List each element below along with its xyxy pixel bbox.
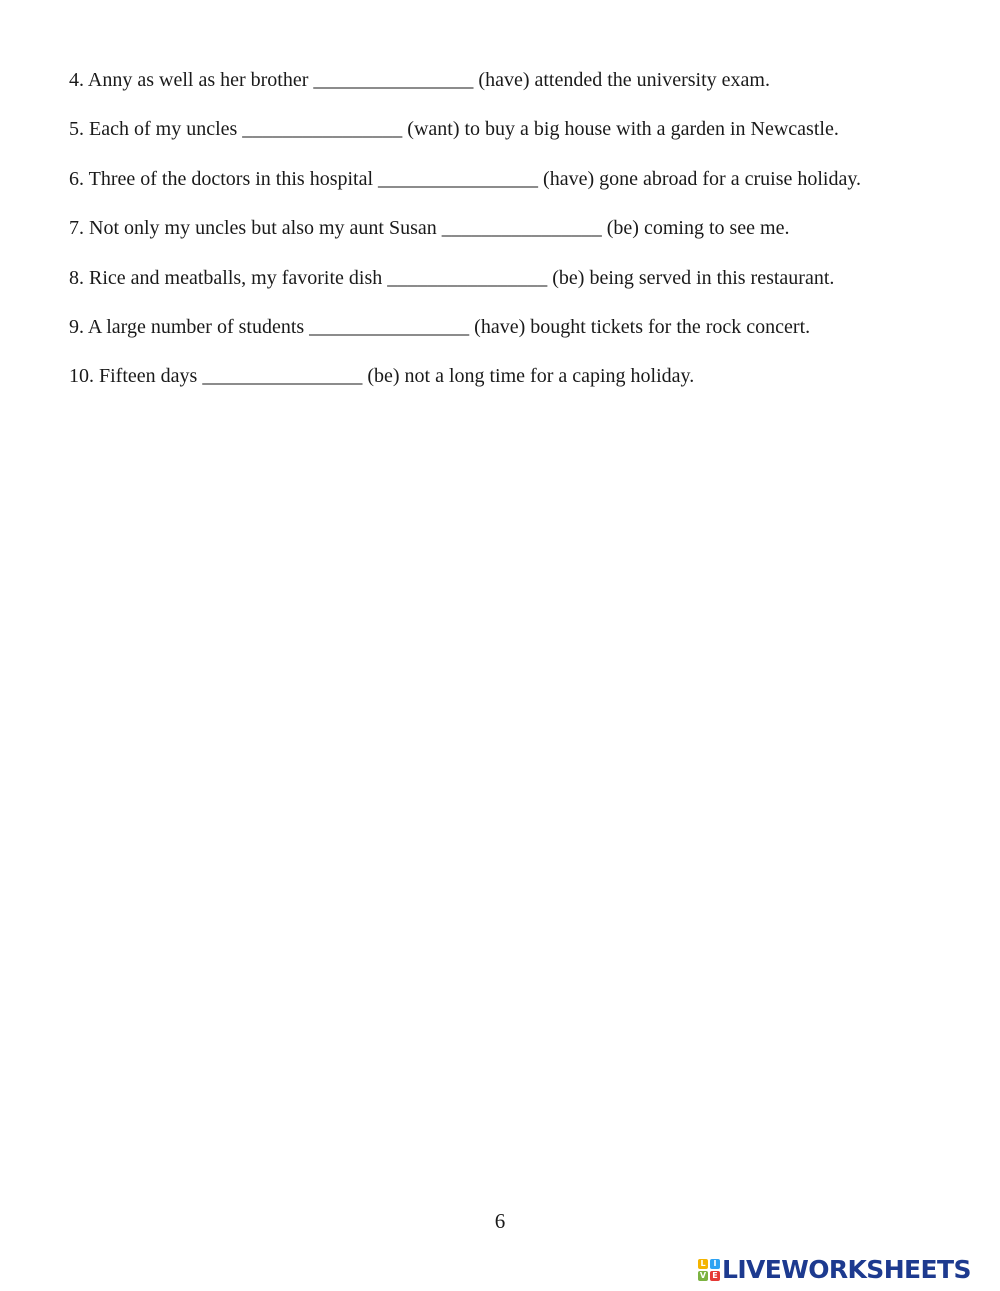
- item-text-before: A large number of students: [87, 315, 305, 338]
- item-text-after: (be) coming to see me.: [606, 217, 790, 240]
- item-number: 5.: [69, 118, 84, 141]
- item-text-before: Not only my uncles but also my aunt Susan: [89, 217, 437, 240]
- item-text-after: (want) to buy a big house with a garden in Newcastle.: [407, 118, 839, 141]
- exercise-item-6: [69, 165, 969, 193]
- logo-tile-i: I: [710, 1259, 720, 1269]
- item-number: 6.: [69, 167, 84, 190]
- answer-blank[interactable]: ________________: [309, 315, 470, 338]
- item-text-before: Fifteen days: [99, 365, 198, 388]
- answer-blank[interactable]: ________________: [202, 365, 363, 388]
- item-text-before: Rice and meatballs, my favorite dish: [89, 266, 383, 289]
- item-number: 4.: [69, 69, 84, 91]
- answer-blank[interactable]: ________________: [441, 217, 602, 240]
- item-number: 9.: [69, 315, 84, 338]
- liveworksheets-logo-icon: [698, 1259, 720, 1281]
- exercise-item-10: [69, 362, 969, 390]
- answer-blank[interactable]: ________________: [313, 69, 474, 91]
- exercise-item-4: [69, 66, 969, 94]
- answer-blank[interactable]: ________________: [242, 118, 403, 141]
- watermark-text: LIVEWORKSHEETS: [722, 1255, 971, 1284]
- answer-blank[interactable]: ________________: [387, 266, 548, 289]
- item-text-after: (have) gone abroad for a cruise holiday.: [543, 167, 862, 190]
- logo-tile-v: V: [699, 1271, 707, 1280]
- item-text-before: Each of my uncles: [89, 118, 238, 141]
- exercise-list: [69, 66, 969, 412]
- item-number: 8.: [69, 266, 84, 289]
- exercise-item-9: [69, 313, 969, 341]
- exercise-item-7: [69, 214, 969, 242]
- item-text-after: (have) attended the university exam.: [478, 69, 770, 91]
- liveworksheets-watermark: [698, 1256, 971, 1284]
- item-text-after: (be) being served in this restaurant.: [552, 266, 835, 289]
- item-text-after: (have) bought tickets for the rock concert.: [474, 315, 811, 338]
- answer-blank[interactable]: ________________: [378, 167, 539, 190]
- item-number: 10.: [69, 365, 94, 388]
- logo-tile-e: E: [710, 1271, 720, 1281]
- item-text-after: (be) not a long time for a caping holiday.: [367, 365, 695, 388]
- item-text-before: Three of the doctors in this hospital: [88, 167, 374, 190]
- logo-tile-l: L: [698, 1259, 708, 1269]
- exercise-item-8: [69, 264, 969, 292]
- exercise-item-5: [69, 115, 969, 143]
- item-number: 7.: [69, 217, 84, 240]
- page-number: 6: [494, 1209, 506, 1233]
- item-text-before: Anny as well as her brother: [87, 69, 309, 91]
